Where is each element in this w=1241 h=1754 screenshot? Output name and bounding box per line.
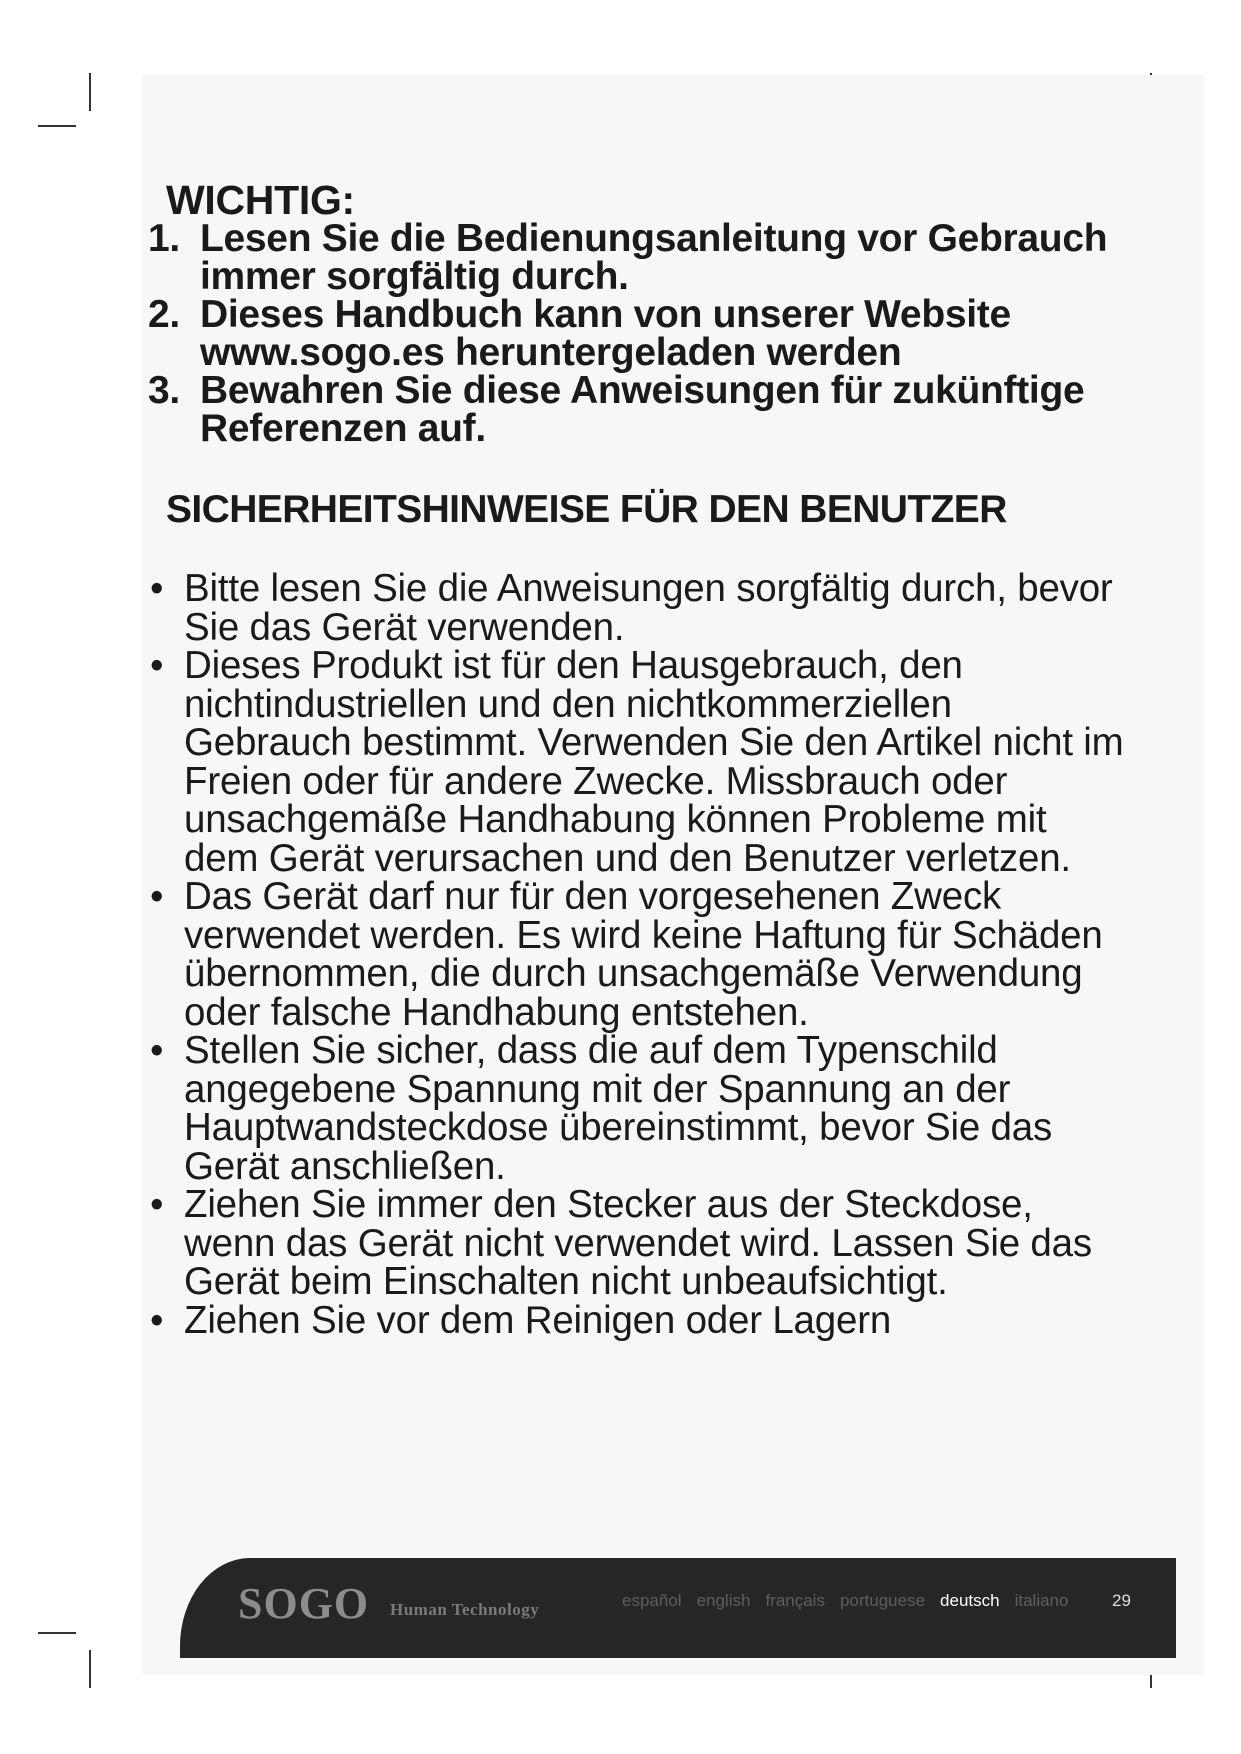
bullet-icon: • bbox=[150, 644, 164, 687]
important-item bbox=[148, 369, 1128, 450]
important-item bbox=[148, 293, 1128, 374]
bullet-icon: • bbox=[150, 875, 164, 918]
important-section bbox=[148, 177, 1128, 450]
page-number: 29 bbox=[1112, 1591, 1131, 1610]
item-text: Bitte lesen Sie die Anweisungen sorgfältig durch, bevor Sie das Gerät verwenden. bbox=[184, 567, 1113, 649]
bullet-icon: • bbox=[150, 1029, 164, 1072]
item-text: Lesen Sie die Bedienungsanleitung vor Gebrauch immer sorgfältig durch. bbox=[200, 217, 1108, 298]
safety-item bbox=[148, 875, 1128, 1034]
safety-list bbox=[148, 567, 1128, 1342]
language-link-english[interactable]: english bbox=[696, 1591, 751, 1610]
bullet-icon: • bbox=[150, 1183, 164, 1226]
item-text: Dieses Handbuch kann von unserer Website www.sogo.es heruntergeladen werden bbox=[200, 293, 1011, 374]
crop-mark-bottom-left-h bbox=[38, 1632, 76, 1634]
item-text: Bewahren Sie diese Anweisungen für zukünftige Referenzen auf. bbox=[200, 369, 1085, 450]
safety-item bbox=[148, 567, 1128, 649]
item-text: Ziehen Sie immer den Stecker aus der Steckdose, wenn das Gerät nicht verwendet wird. Lassen Sie das Gerät beim Einschalten nicht unbeaufsichtigt. bbox=[184, 1183, 1092, 1303]
item-number: 1. bbox=[148, 217, 180, 260]
safety-item bbox=[148, 1183, 1128, 1303]
item-text: Das Gerät darf nur für den vorgesehenen Zweck verwendet werden. Es wird keine Haftung für Schäden übernommen, die durch unsachgemäße Verwendung oder falsche Handhabung entstehen. bbox=[184, 875, 1103, 1034]
important-item bbox=[148, 217, 1128, 298]
language-link-italiano[interactable]: italiano bbox=[1014, 1591, 1069, 1610]
language-nav bbox=[622, 1591, 1068, 1611]
safety-heading: SICHERHEITSHINWEISE FÜR DEN BENUTZER bbox=[166, 488, 1007, 531]
bullet-icon: • bbox=[150, 1298, 164, 1342]
important-list bbox=[148, 217, 1128, 450]
safety-item bbox=[148, 1298, 1128, 1342]
item-text: Dieses Produkt ist für den Hausgebrauch, den nichtindustriellen und den nichtkommerziellen Gebrauch bestimmt. Verwenden Sie den Artikel nicht im Freien oder für andere Zwecke. Missbrauch oder unsachgemäße Handhabung können Probleme mit dem Gerät verursachen und den Benutzer verletzen. bbox=[184, 644, 1124, 880]
language-link-deutsch[interactable]: deutsch bbox=[940, 1591, 1000, 1610]
item-text: Stellen Sie sicher, dass die auf dem Typenschild angegebene Spannung mit der Spannung an der Hauptwandsteckdose übereinstimmt, bevor Sie das Gerät anschließen. bbox=[184, 1029, 1052, 1188]
language-link-portuguese[interactable]: portuguese bbox=[839, 1591, 926, 1610]
safety-item bbox=[148, 1029, 1128, 1188]
item-number: 3. bbox=[148, 369, 180, 412]
safety-item bbox=[148, 644, 1128, 880]
language-link-espanol[interactable]: español bbox=[622, 1591, 682, 1610]
manual-page-content bbox=[148, 177, 1128, 1342]
crop-mark-bottom-left-v bbox=[89, 1650, 91, 1688]
important-heading: WICHTIG: bbox=[166, 177, 355, 223]
language-link-francais[interactable]: français bbox=[765, 1591, 825, 1610]
item-text: Ziehen Sie vor dem Reinigen oder Lagern bbox=[184, 1298, 892, 1342]
footer-bar bbox=[180, 1558, 1176, 1658]
crop-mark-top-left-h bbox=[38, 125, 76, 127]
logo-tagline: Human Technology bbox=[390, 1600, 540, 1619]
item-number: 2. bbox=[148, 293, 180, 336]
safety-section bbox=[148, 490, 1128, 1340]
crop-mark-top-left-v bbox=[89, 73, 91, 111]
bullet-icon: • bbox=[150, 567, 164, 610]
sogo-logo: SOGO bbox=[238, 1579, 370, 1628]
